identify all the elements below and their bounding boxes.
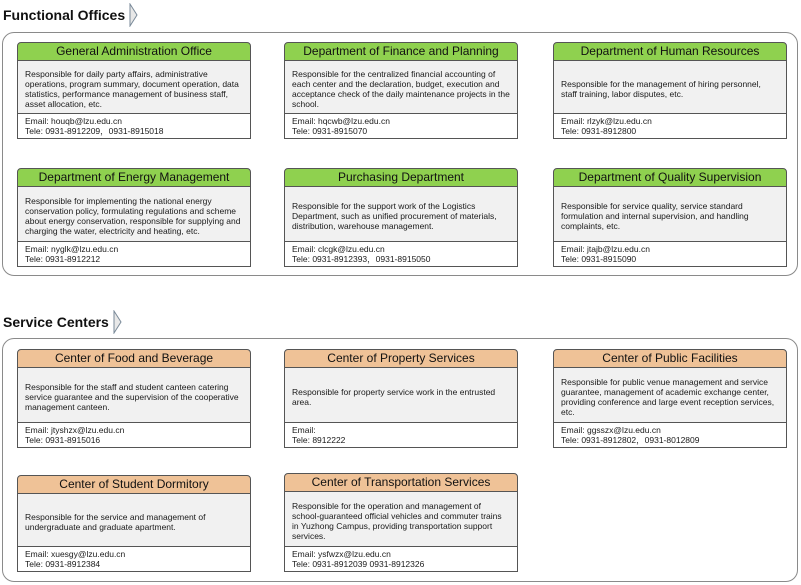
card-finance-and-planning (284, 42, 518, 139)
card-description: Responsible for service quality, service standard formulation and internal supervision, and handling complaints, etc. (561, 201, 749, 231)
card-purchasing-department (284, 168, 518, 267)
card-email: Email: ysfwzx@lzu.edu.cn (292, 549, 391, 559)
card-tele: Tele: 0931-8912212 (25, 254, 101, 264)
card-description: Responsible for the centralized financial accounting of each center and the declaration, budget, execution and acceptance check of the daily maintenance projects in the school. (292, 69, 510, 109)
card-body (284, 61, 518, 139)
card-student-dormitory (17, 475, 251, 572)
card-quality-supervision (553, 168, 787, 267)
card-title: Department of Quality Supervision (553, 168, 787, 187)
card-description: Responsible for property service work in the entrusted area. (292, 387, 496, 407)
card-description: Responsible for the staff and student canteen catering service guarantee and the supervision of the cooperative management canteen. (25, 382, 239, 412)
card-description: Responsible for the management of hiring personnel, staff training, labor disputes, etc. (561, 79, 761, 99)
card-tele: Tele: 0931-8915070 (292, 126, 368, 136)
card-title: General Administration Office (17, 42, 251, 61)
section-title-service-centers (3, 311, 122, 333)
card-contact (285, 241, 517, 266)
card-contact (554, 422, 786, 447)
card-email: Email: ggsszx@lzu.edu.cn (561, 425, 661, 435)
card-contact (554, 113, 786, 138)
card-body (17, 187, 251, 267)
card-email: Email: jtajb@lzu.edu.cn (561, 244, 650, 254)
card-email: Email: (292, 425, 316, 435)
card-title: Department of Human Resources (553, 42, 787, 61)
card-contact (18, 113, 250, 138)
card-tele: Tele: 8912222 (292, 435, 346, 445)
card-email: Email: hqcwb@lzu.edu.cn (292, 116, 390, 126)
card-body (284, 492, 518, 572)
section-title-functional-offices (3, 4, 138, 26)
card-title: Center of Food and Beverage (17, 349, 251, 368)
card-human-resources (553, 42, 787, 139)
card-email: Email: nyglk@lzu.edu.cn (25, 244, 119, 254)
card-contact (554, 241, 786, 266)
card-tele: Tele: 0931-8912039 0931-8912326 (292, 559, 425, 569)
card-description: Responsible for the operation and management of school-guaranteed official vehicles and commuter trains in Yuzhong Campus, providing transportation support services. (292, 501, 502, 541)
card-food-and-beverage (17, 349, 251, 448)
card-description: Responsible for the service and management of undergraduate and graduate apartment. (25, 512, 206, 532)
card-public-facilities (553, 349, 787, 448)
card-email: Email: houqb@lzu.edu.cn (25, 116, 122, 126)
card-tele: Tele: 0931-8912393，0931-8915050 (292, 254, 431, 264)
card-email: Email: clcgk@lzu.edu.cn (292, 244, 385, 254)
card-description: Responsible for the support work of the Logistics Department, such as unified procurement of materials, distribution, warehouse management. (292, 201, 497, 231)
card-email: Email: xuesgy@lzu.edu.cn (25, 549, 126, 559)
card-title: Center of Public Facilities (553, 349, 787, 368)
card-contact (285, 422, 517, 447)
card-description: Responsible for implementing the national energy conservation policy, formulating regulations and scheme about energy conservation, responsible for supplying and charging the water, electricity and heating, etc. (25, 196, 241, 236)
card-title: Center of Transportation Services (284, 473, 518, 492)
card-email: Email: rlzyk@lzu.edu.cn (561, 116, 652, 126)
chevron-right-icon (129, 3, 138, 27)
card-body (284, 187, 518, 267)
card-tele: Tele: 0931-8912802，0931-8012809 (561, 435, 700, 445)
card-contact (18, 546, 250, 571)
card-title: Purchasing Department (284, 168, 518, 187)
card-tele: Tele: 0931-8912384 (25, 559, 101, 569)
card-body (17, 494, 251, 572)
card-tele: Tele: 0931-8915016 (25, 435, 101, 445)
card-body (284, 368, 518, 448)
card-tele: Tele: 0931-8912209，0931-8915018 (25, 126, 164, 136)
card-property-services (284, 349, 518, 448)
card-body (17, 368, 251, 448)
card-description: Responsible for public venue management and service guarantee, management of academic exchange center, providing conference and large event reception services, etc. (561, 377, 775, 417)
card-contact (18, 241, 250, 266)
card-transportation-services (284, 473, 518, 572)
card-tele: Tele: 0931-8915090 (561, 254, 637, 264)
card-contact (18, 422, 250, 447)
card-energy-management (17, 168, 251, 267)
card-body (17, 61, 251, 139)
card-body (553, 61, 787, 139)
card-body (553, 187, 787, 267)
card-title: Department of Energy Management (17, 168, 251, 187)
card-title: Center of Property Services (284, 349, 518, 368)
card-email: Email: jtyshzx@lzu.edu.cn (25, 425, 125, 435)
card-title: Department of Finance and Planning (284, 42, 518, 61)
card-general-administration-office (17, 42, 251, 139)
card-title: Center of Student Dormitory (17, 475, 251, 494)
card-contact (285, 113, 517, 138)
card-contact (285, 546, 517, 571)
section-title-text: Functional Offices (3, 7, 126, 23)
card-tele: Tele: 0931-8912800 (561, 126, 637, 136)
card-body (553, 368, 787, 448)
chevron-right-icon (113, 310, 122, 334)
section-title-text: Service Centers (3, 314, 109, 330)
card-description: Responsible for daily party affairs, administrative operations, program summary, document operation, data statistics, performance management of business staff, asset allocation, etc. (25, 69, 239, 109)
